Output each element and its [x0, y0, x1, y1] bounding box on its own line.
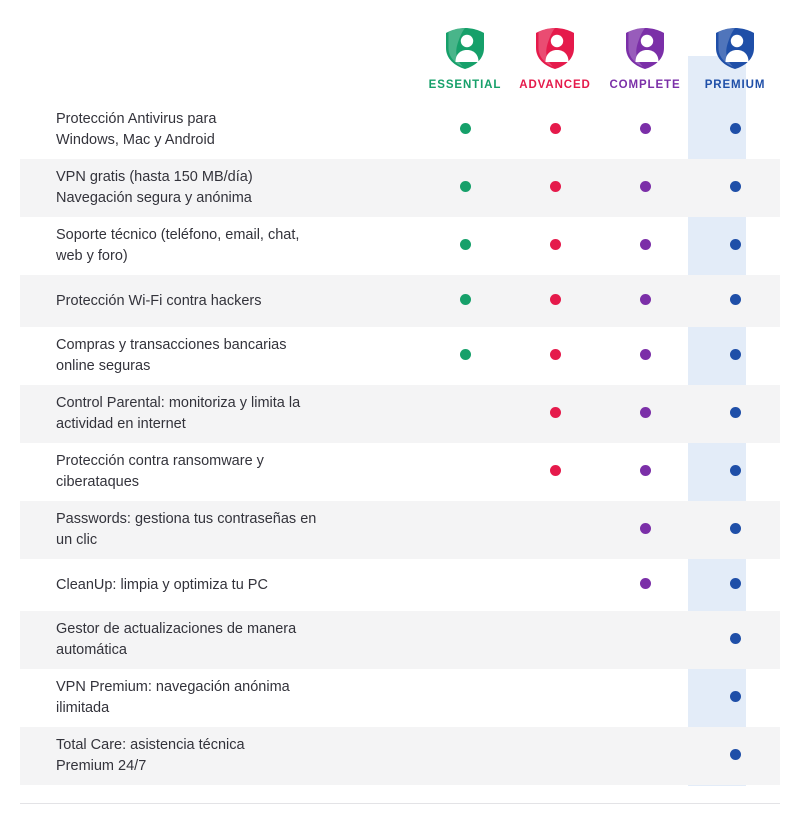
feature-label — [20, 501, 420, 559]
availability-dot-empty — [640, 691, 651, 702]
availability-dot — [640, 181, 651, 192]
availability-cell-premium — [690, 669, 780, 727]
feature-line-1: Passwords: gestiona tus contraseñas en — [56, 511, 317, 528]
table-row — [20, 501, 780, 559]
plan-label-premium: PREMIUM — [704, 79, 766, 91]
shield-person-icon — [623, 26, 667, 70]
availability-dot-empty — [550, 578, 561, 589]
availability-cell-essential — [420, 159, 510, 217]
availability-cell-advanced — [510, 385, 600, 443]
plan-label-advanced: ADVANCED — [519, 79, 591, 91]
availability-cell-complete — [600, 669, 690, 727]
availability-cell-advanced — [510, 611, 600, 669]
availability-cell-essential — [420, 443, 510, 501]
availability-cell-advanced — [510, 559, 600, 611]
availability-dot — [640, 239, 651, 250]
availability-cell-complete — [600, 611, 690, 669]
availability-cell-premium — [690, 101, 780, 159]
availability-cell-advanced — [510, 669, 600, 727]
table-row — [20, 727, 780, 785]
availability-cell-advanced — [510, 727, 600, 785]
availability-dot-empty — [550, 633, 561, 644]
availability-dot-empty — [460, 578, 471, 589]
availability-cell-advanced — [510, 217, 600, 275]
plan-label-complete: COMPLETE — [609, 79, 681, 91]
availability-cell-essential — [420, 559, 510, 611]
availability-cell-premium — [690, 611, 780, 669]
feature-line-1: CleanUp: limpia y optimiza tu PC — [56, 576, 268, 593]
feature-line-2: automática — [56, 642, 127, 659]
availability-dot — [550, 181, 561, 192]
availability-dot — [730, 239, 741, 250]
table-row — [20, 275, 780, 327]
availability-cell-advanced — [510, 101, 600, 159]
feature-line-2: Windows, Mac y Android — [56, 132, 215, 149]
availability-cell-essential — [420, 727, 510, 785]
availability-dot — [640, 349, 651, 360]
feature-label — [20, 443, 420, 501]
feature-line-2: Premium 24/7 — [56, 758, 147, 775]
availability-cell-advanced — [510, 275, 600, 327]
availability-dot-empty — [640, 749, 651, 760]
availability-cell-premium — [690, 385, 780, 443]
table-row — [20, 159, 780, 217]
feature-label — [20, 217, 420, 275]
availability-cell-complete — [600, 559, 690, 611]
availability-cell-premium — [690, 159, 780, 217]
feature-line-2: un clic — [56, 532, 98, 549]
availability-dot-empty — [550, 749, 561, 760]
availability-cell-advanced — [510, 327, 600, 385]
availability-dot — [460, 349, 471, 360]
plan-header-advanced — [510, 26, 600, 101]
availability-cell-complete — [600, 275, 690, 327]
plan-label-essential: ESSENTIAL — [428, 79, 502, 91]
feature-line-1: Gestor de actualizaciones de manera — [56, 621, 297, 638]
availability-cell-complete — [600, 101, 690, 159]
availability-cell-essential — [420, 327, 510, 385]
feature-line-1: VPN Premium: navegación anónima — [56, 679, 290, 696]
availability-dot — [730, 349, 741, 360]
feature-label — [20, 159, 420, 217]
availability-dot — [640, 294, 651, 305]
feature-line-1: Protección Wi-Fi contra hackers — [56, 292, 262, 309]
availability-cell-complete — [600, 217, 690, 275]
feature-line-2: online seguras — [56, 358, 151, 375]
availability-cell-complete — [600, 443, 690, 501]
table-row — [20, 327, 780, 385]
feature-line-2: ilimitada — [56, 700, 110, 717]
availability-dot — [730, 578, 741, 589]
availability-dot — [640, 123, 651, 134]
availability-dot — [550, 123, 561, 134]
availability-dot — [550, 294, 561, 305]
availability-cell-premium — [690, 327, 780, 385]
feature-line-1: Protección Antivirus para — [56, 111, 217, 127]
availability-dot — [730, 465, 741, 476]
availability-cell-complete — [600, 385, 690, 443]
plan-header-row — [20, 26, 780, 101]
footer-divider — [20, 803, 780, 804]
feature-column-header — [20, 26, 420, 101]
shield-person-icon — [713, 26, 757, 70]
availability-dot-empty — [460, 523, 471, 534]
availability-cell-advanced — [510, 159, 600, 217]
availability-dot — [550, 465, 561, 476]
availability-cell-complete — [600, 159, 690, 217]
feature-label — [20, 385, 420, 443]
availability-cell-essential — [420, 275, 510, 327]
table-row — [20, 611, 780, 669]
availability-dot — [640, 578, 651, 589]
feature-line-1: Total Care: asistencia técnica — [56, 737, 245, 754]
availability-cell-complete — [600, 327, 690, 385]
availability-dot — [460, 123, 471, 134]
feature-line-2: web y foro) — [56, 248, 128, 265]
availability-dot-empty — [460, 749, 471, 760]
table-row — [20, 101, 780, 159]
availability-cell-advanced — [510, 501, 600, 559]
availability-dot — [460, 294, 471, 305]
availability-cell-complete — [600, 727, 690, 785]
feature-line-1: Control Parental: monitoriza y limita la — [56, 395, 301, 412]
availability-cell-complete — [600, 501, 690, 559]
plan-comparison-table — [20, 26, 780, 785]
availability-dot — [640, 407, 651, 418]
availability-cell-premium — [690, 727, 780, 785]
availability-dot — [730, 123, 741, 134]
availability-dot — [460, 181, 471, 192]
availability-dot — [730, 181, 741, 192]
feature-line-1: VPN gratis (hasta 150 MB/día) — [56, 169, 253, 186]
availability-dot — [460, 239, 471, 250]
availability-dot-empty — [550, 691, 561, 702]
feature-line-1: Soporte técnico (teléfono, email, chat, — [56, 227, 300, 244]
availability-cell-premium — [690, 501, 780, 559]
feature-label — [20, 611, 420, 669]
feature-line-2: actividad en internet — [56, 416, 186, 433]
plan-header-premium — [690, 26, 780, 101]
availability-dot-empty — [460, 691, 471, 702]
availability-dot-empty — [640, 633, 651, 644]
feature-line-1: Protección contra ransomware y — [56, 453, 264, 470]
availability-cell-premium — [690, 275, 780, 327]
feature-label — [20, 559, 420, 611]
table-header — [20, 26, 780, 101]
availability-cell-advanced — [510, 443, 600, 501]
availability-dot-empty — [550, 523, 561, 534]
plan-header-complete — [600, 26, 690, 101]
availability-dot — [550, 239, 561, 250]
availability-dot — [640, 523, 651, 534]
feature-label — [20, 669, 420, 727]
feature-label — [20, 327, 420, 385]
table-row — [20, 217, 780, 275]
availability-cell-essential — [420, 217, 510, 275]
availability-dot — [730, 691, 741, 702]
plan-comparison-page — [0, 26, 800, 826]
availability-dot — [730, 749, 741, 760]
availability-cell-premium — [690, 443, 780, 501]
table-row — [20, 559, 780, 611]
shield-person-icon — [533, 26, 577, 70]
feature-rows — [20, 101, 780, 785]
availability-dot — [550, 349, 561, 360]
table-row — [20, 443, 780, 501]
availability-cell-essential — [420, 501, 510, 559]
availability-dot-empty — [460, 633, 471, 644]
availability-dot — [550, 407, 561, 418]
feature-label — [20, 275, 420, 327]
feature-label — [20, 101, 420, 159]
availability-dot-empty — [460, 465, 471, 476]
availability-dot-empty — [460, 407, 471, 418]
availability-dot — [640, 465, 651, 476]
table-row — [20, 385, 780, 443]
feature-label — [20, 727, 420, 785]
table-row — [20, 669, 780, 727]
feature-line-1: Compras y transacciones bancarias — [56, 337, 287, 354]
availability-dot — [730, 523, 741, 534]
availability-cell-essential — [420, 669, 510, 727]
shield-person-icon — [443, 26, 487, 70]
availability-cell-premium — [690, 217, 780, 275]
availability-cell-essential — [420, 611, 510, 669]
feature-line-2: ciberataques — [56, 474, 140, 491]
availability-dot — [730, 633, 741, 644]
availability-cell-premium — [690, 559, 780, 611]
availability-cell-essential — [420, 385, 510, 443]
availability-cell-essential — [420, 101, 510, 159]
availability-dot — [730, 294, 741, 305]
plan-header-essential — [420, 26, 510, 101]
feature-line-2: Navegación segura y anónima — [56, 190, 252, 207]
availability-dot — [730, 407, 741, 418]
